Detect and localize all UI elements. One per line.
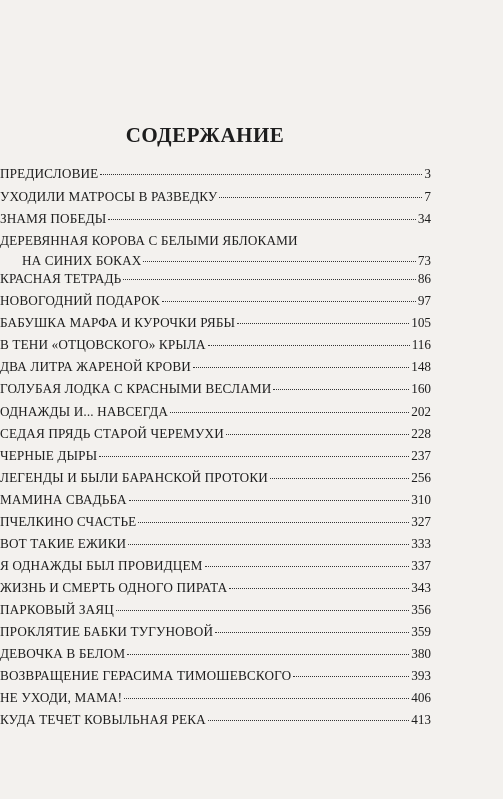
dot-leader [205, 566, 410, 567]
toc-page-number: 333 [411, 536, 431, 551]
toc-entry [0, 602, 431, 618]
toc-entry-title: УХОДИЛИ МАТРОСЫ В РАЗВЕДКУ [0, 189, 218, 204]
dot-leader [143, 261, 415, 262]
toc-page-number: 413 [411, 712, 431, 727]
dot-leader [273, 389, 409, 390]
toc-entry [0, 404, 431, 420]
toc-entry-title: ПРОКЛЯТИЕ БАБКИ ТУГУНОВОЙ [0, 624, 214, 639]
toc-entry [0, 514, 431, 530]
toc-page-number: 34 [417, 211, 431, 226]
toc-entry [0, 166, 431, 182]
toc-entry-title [0, 233, 431, 249]
dot-leader [270, 478, 409, 479]
toc-page-number: 105 [411, 315, 431, 330]
toc-page-number: 356 [411, 602, 431, 617]
dot-leader [237, 323, 409, 324]
dot-leader [193, 367, 409, 368]
toc-entry-title: ДЕВОЧКА В БЕЛОМ [0, 646, 126, 661]
dot-leader [208, 720, 409, 721]
toc-entry [0, 253, 431, 269]
toc-page-number: 228 [411, 426, 431, 441]
toc-entry-title: ЧЕРНЫЕ ДЫРЫ [0, 448, 98, 463]
toc-page-number: 337 [411, 558, 431, 573]
toc-entry-title: ПАРКОВЫЙ ЗАЯЦ [0, 602, 114, 617]
toc-page-number: 7 [424, 189, 431, 204]
toc-entry [0, 271, 431, 287]
toc-entry [0, 536, 431, 552]
toc-entry-title: ВОТ ТАКИЕ ЕЖИКИ [0, 536, 127, 551]
toc-entry [0, 492, 431, 508]
toc-entry-title: МАМИНА СВАДЬБА [0, 492, 127, 507]
toc-entry-title: ПЧЕЛКИНО СЧАСТЬЕ [0, 514, 137, 529]
toc-entry [0, 668, 431, 684]
toc-entry-title: КРАСНАЯ ТЕТРАДЬ [0, 271, 122, 286]
dot-leader [108, 219, 415, 220]
dot-leader [123, 279, 415, 280]
toc-page-number: 393 [411, 668, 431, 683]
toc-page-number: 86 [417, 271, 431, 286]
dot-leader [99, 456, 409, 457]
dot-leader [127, 654, 409, 655]
toc-page-number: 116 [411, 337, 431, 352]
toc-page-number: 73 [417, 253, 431, 268]
dot-leader [116, 610, 409, 611]
toc-entry [0, 359, 431, 375]
toc-entry-title: КУДА ТЕЧЕТ КОВЫЛЬНАЯ РЕКА [0, 712, 206, 727]
toc-entry-title: ЛЕГЕНДЫ И БЫЛИ БАРАНСКОЙ ПРОТОКИ [0, 470, 268, 485]
toc-entry [0, 580, 431, 596]
dot-leader [162, 301, 416, 302]
dot-leader [226, 434, 409, 435]
dot-leader [100, 174, 422, 175]
dot-leader [170, 412, 409, 413]
dot-leader [219, 197, 422, 198]
toc-entry [0, 558, 431, 574]
toc-entry-title: ОДНАЖДЫ И... НАВСЕГДА [0, 404, 169, 419]
toc-entry-title: СЕДАЯ ПРЯДЬ СТАРОЙ ЧЕРЕМУХИ [0, 426, 224, 441]
toc-entry-title-continued: НА СИНИХ БОКАХ [22, 253, 142, 268]
toc-page-number: 97 [417, 293, 431, 308]
toc-entry-title: ЖИЗНЬ И СМЕРТЬ ОДНОГО ПИРАТА [0, 580, 228, 595]
dot-leader [215, 632, 409, 633]
toc-entry [0, 381, 431, 397]
toc-entry [0, 211, 431, 227]
toc-entry-title: ЗНАМЯ ПОБЕДЫ [0, 211, 107, 226]
dot-leader [229, 588, 409, 589]
toc-entry [0, 646, 431, 662]
toc-entry-title-line: ДЕРЕВЯННАЯ КОРОВА С БЕЛЫМИ ЯБЛОКАМИ [0, 233, 298, 248]
page-title: СОДЕРЖАНИЕ [125, 123, 285, 147]
toc-entry-title: В ТЕНИ «ОТЦОВСКОГО» КРЫЛА [0, 337, 206, 352]
toc-entry-title: БАБУШКА МАРФА И КУРОЧКИ РЯБЫ [0, 315, 236, 330]
toc-page-number: 343 [411, 580, 431, 595]
toc-entry [0, 690, 431, 706]
toc-entry [0, 426, 431, 442]
toc-page-number: 327 [411, 514, 431, 529]
toc-entry [0, 189, 431, 205]
toc-entry [0, 315, 431, 331]
toc-entry [0, 712, 431, 728]
toc-page-number: 380 [411, 646, 431, 661]
toc-entry-title: НОВОГОДНИЙ ПОДАРОК [0, 293, 160, 308]
toc-entry-title: ВОЗВРАЩЕНИЕ ГЕРАСИМА ТИМОШЕВСКОГО [0, 668, 292, 683]
toc-entry [0, 293, 431, 309]
toc-page-number: 202 [411, 404, 431, 419]
dot-leader [208, 345, 410, 346]
toc-page-number: 256 [411, 470, 431, 485]
toc-page-number: 359 [411, 624, 431, 639]
toc-page-number: 148 [411, 359, 431, 374]
dot-leader [124, 698, 409, 699]
toc-page-number: 237 [411, 448, 431, 463]
toc-entry [0, 624, 431, 640]
toc-entry-title: НЕ УХОДИ, МАМА! [0, 690, 123, 705]
toc-entry-title: ДВА ЛИТРА ЖАРЕНОЙ КРОВИ [0, 359, 191, 374]
toc-entry [0, 470, 431, 486]
toc-entry [0, 337, 431, 353]
toc-entry-title: ГОЛУБАЯ ЛОДКА С КРАСНЫМИ ВЕСЛАМИ [0, 381, 272, 396]
toc-page-number: 406 [411, 690, 431, 705]
dot-leader [293, 676, 409, 677]
toc-entry [0, 448, 431, 464]
dot-leader [129, 500, 410, 501]
toc-entry-title: ПРЕДИСЛОВИЕ [0, 166, 99, 181]
dot-leader [138, 522, 409, 523]
dot-leader [128, 544, 409, 545]
toc-page-number: 160 [411, 381, 431, 396]
toc-entry-title: Я ОДНАЖДЫ БЫЛ ПРОВИДЦЕМ [0, 558, 203, 573]
toc-page-number: 3 [424, 166, 431, 181]
toc-page-number: 310 [411, 492, 431, 507]
